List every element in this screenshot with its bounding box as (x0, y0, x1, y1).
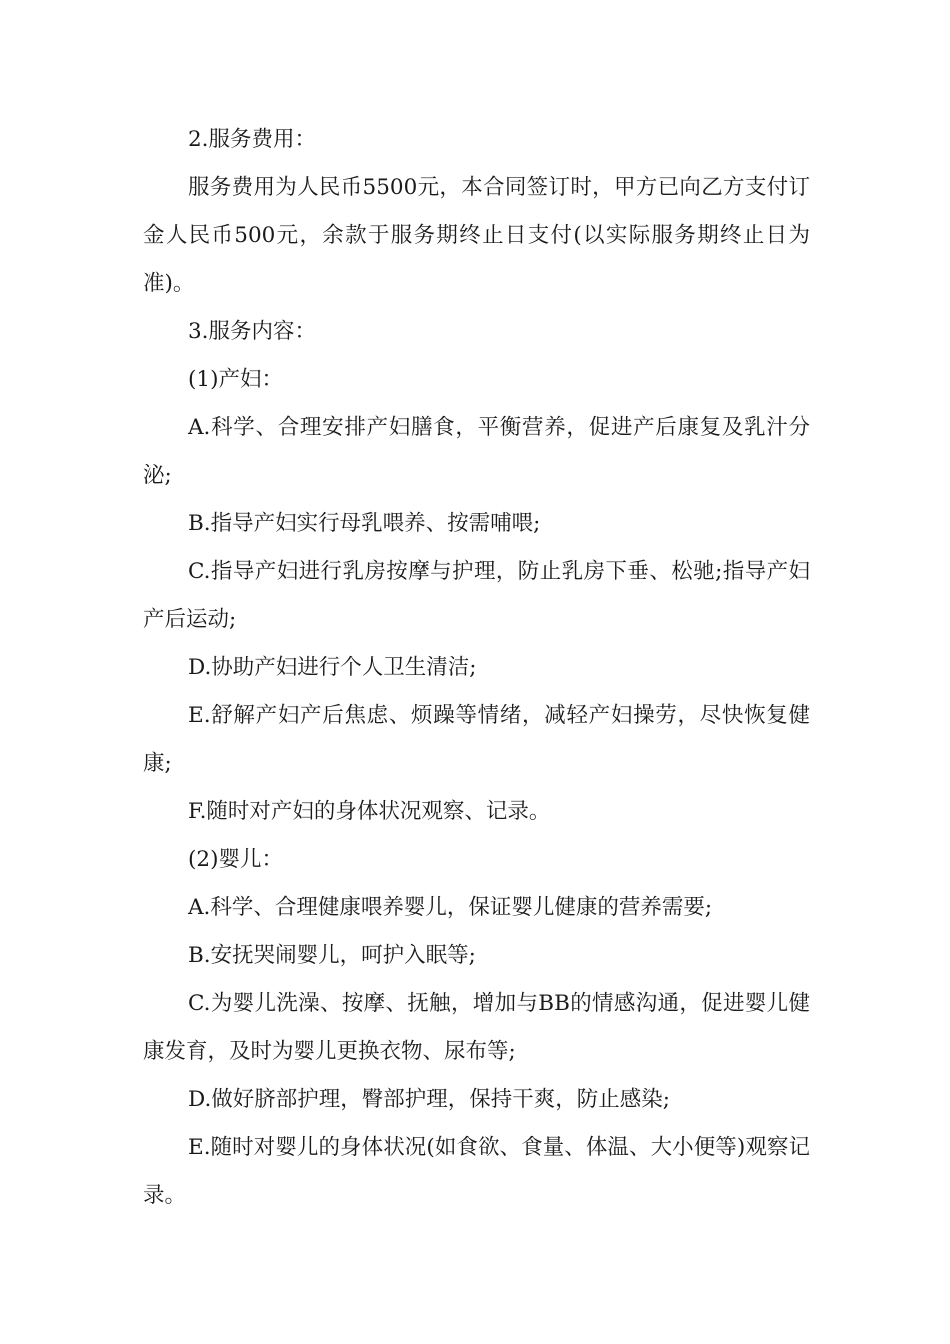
list-item-mother-b: B.指导产妇实行母乳喂养、按需哺喂; (188, 511, 541, 536)
list-item-infant-e: E.随时对婴儿的身体状况(如食欲、食量、体温、大小便等)观察记录。 (143, 1135, 810, 1208)
section-heading-service-fee: 2.服务费用： (188, 127, 317, 152)
subheading-infant: (2)婴儿： (188, 847, 283, 872)
list-item-mother-a: A.科学、合理安排产妇膳食，平衡营养，促进产后康复及乳汁分泌; (143, 415, 810, 488)
list-item-mother-c: C.指导产妇进行乳房按摩与护理，防止乳房下垂、松驰;指导产妇产后运动; (143, 559, 810, 632)
section-heading-service-content: 3.服务内容： (188, 319, 317, 344)
document-body (143, 116, 810, 1220)
list-item-mother-f: F.随时对产妇的身体状况观察、记录。 (188, 799, 551, 824)
list-item-mother-e: E.舒解产妇产后焦虑、烦躁等情绪，减轻产妇操劳，尽快恢复健康; (143, 703, 810, 776)
list-item-infant-b: B.安抚哭闹婴儿，呵护入眠等; (188, 943, 476, 968)
subheading-mother: (1)产妇： (188, 367, 283, 392)
list-item-infant-d: D.做好脐部护理，臀部护理，保持干爽，防止感染; (188, 1087, 671, 1112)
list-item-mother-d: D.协助产妇进行个人卫生清洁; (188, 655, 477, 680)
list-item-infant-a: A.科学、合理健康喂养婴儿，保证婴儿健康的营养需要; (188, 895, 713, 920)
paragraph-service-fee: 服务费用为人民币5500元，本合同签订时，甲方已向乙方支付订金人民币500元，余款于服务期终止日支付(以实际服务期终止日为准)。 (143, 175, 810, 296)
list-item-infant-c: C.为婴儿洗澡、按摩、抚触，增加与BB的情感沟通，促进婴儿健康发育，及时为婴儿更换衣物、尿布等; (143, 991, 810, 1064)
